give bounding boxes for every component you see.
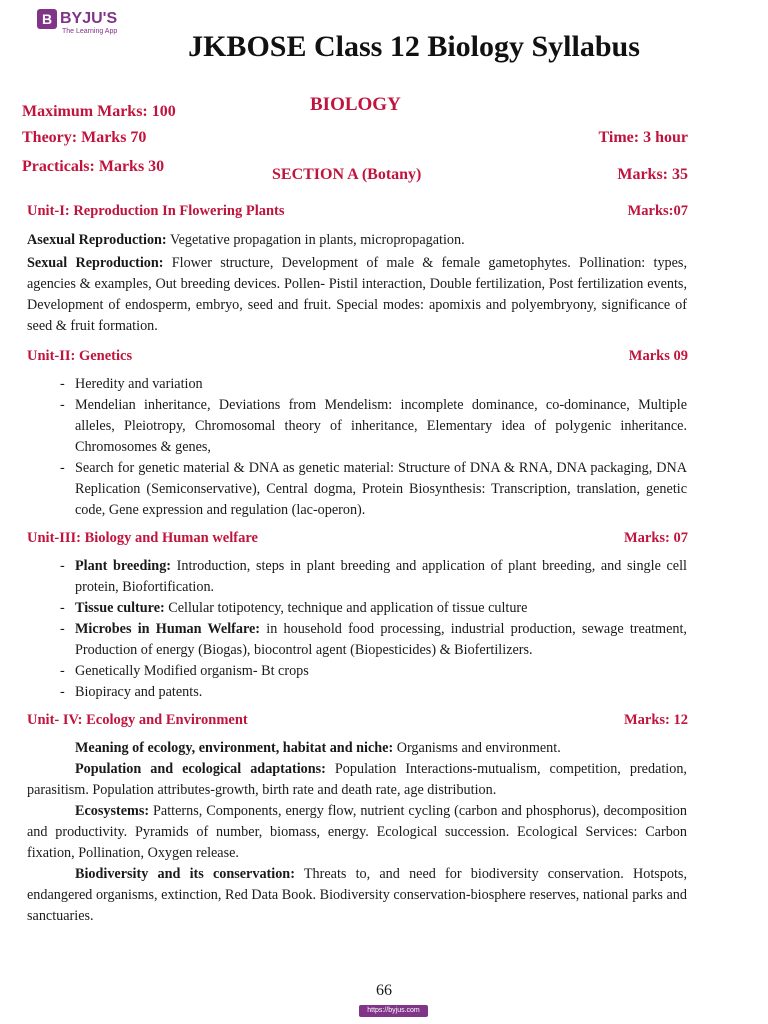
unit-1-marks: Marks:07	[627, 203, 688, 219]
biodiversity-conservation: Biodiversity and its conservation: Threats to, and need for biodiversity conservation. Hotspots, endangered organisms, extinction, Red Data Book. Biodiversity conservation-biosphere reserves, national parks and sanctuaries.	[27, 866, 687, 924]
footer-url[interactable]: https://byjus.com	[359, 1005, 428, 1017]
unit-2-title: Unit-II: Genetics	[27, 348, 133, 364]
logo-text: BYJU'S	[60, 10, 118, 27]
byjus-logo	[37, 9, 117, 29]
unit-3-marks: Marks: 07	[623, 530, 688, 546]
list-item: - Heredity and variation	[75, 374, 687, 395]
unit-2-list	[75, 374, 687, 521]
section-heading: SECTION A (Botany)	[272, 166, 422, 183]
max-marks: Maximum Marks: 100	[22, 103, 176, 120]
list-item: - Biopiracy and patents.	[75, 682, 687, 703]
unit-4-content	[27, 738, 687, 927]
sexual-reproduction: Sexual Reproduction: Flower structure, Development of male & female gametophytes. Pollination: types, agencies & examples, Out breeding devices. Pollen- Pistil interaction, Double fertilization, Post fertilization events, Development of endosperm, embryo, seed and fruit. Special modes: apomixis and polyembryony, significance of seed & fruit formation.	[27, 255, 687, 334]
ecology-meaning: Meaning of ecology, environment, habitat and niche: Organisms and environment.	[75, 740, 561, 756]
time-duration: Time: 3 hour	[598, 129, 688, 146]
population-adaptations: Population and ecological adaptations: Population Interactions-mutualism, competition, predation, parasitism. Population attributes-growth, birth rate and death rate, age distribution.	[27, 761, 687, 798]
page-number: 66	[376, 982, 392, 999]
list-item: - Search for genetic material & DNA as genetic material: Structure of DNA & RNA, DNA packaging, DNA Replication (Semiconservative), Central dogma, Protein Biosynthesis: Transcription, translation, genetic code, Gene expression and regulation (lac-operon).	[75, 458, 687, 521]
asexual-reproduction: Asexual Reproduction: Vegetative propagation in plants, micropropagation.	[27, 232, 465, 248]
unit-3-title: Unit-III: Biology and Human welfare	[27, 530, 258, 546]
logo-tagline: The Learning App	[62, 28, 118, 35]
unit-2-marks: Marks 09	[628, 348, 688, 364]
list-item: - Genetically Modified organism- Bt crops	[75, 661, 687, 682]
list-item: - Plant breeding: Introduction, steps in plant breeding and application of plant breeding, and single cell protein, Biofortification.	[75, 556, 687, 598]
practical-marks: Practicals: Marks 30	[22, 158, 165, 175]
unit-4-marks: Marks: 12	[623, 712, 688, 728]
list-item: - Microbes in Human Welfare: in household food processing, industrial production, sewage treatment, Production of energy (Biogas), biocontrol agent (Biopesticides) & Biofertilizers.	[75, 619, 687, 661]
list-item: - Tissue culture: Cellular totipotency, technique and application of tissue culture	[75, 598, 687, 619]
logo-mark: B	[37, 9, 57, 29]
subject-heading: BIOLOGY	[310, 94, 401, 115]
list-item: - Mendelian inheritance, Deviations from Mendelism: incomplete dominance, co-dominance, Multiple alleles, Pleiotropy, Chromosomal theory of inheritance, Elementary idea of polygenic inheritance. Chromosomes & genes,	[75, 395, 687, 458]
unit-3-list	[75, 556, 687, 703]
unit-1-title: Unit-I: Reproduction In Flowering Plants	[27, 203, 285, 219]
unit-4-title: Unit- IV: Ecology and Environment	[27, 712, 248, 728]
page-title: JKBOSE Class 12 Biology Syllabus	[188, 30, 640, 63]
theory-marks: Theory: Marks 70	[22, 129, 147, 146]
section-marks: Marks: 35	[617, 166, 688, 183]
ecosystems: Ecosystems: Patterns, Components, energy flow, nutrient cycling (carbon and phosphorus), decomposition and productivity. Pyramids of number, biomass, energy. Ecological succession. Ecological Services: Carbon fixation, Pollination, Oxygen release.	[27, 803, 687, 861]
unit-1-content	[27, 230, 687, 337]
